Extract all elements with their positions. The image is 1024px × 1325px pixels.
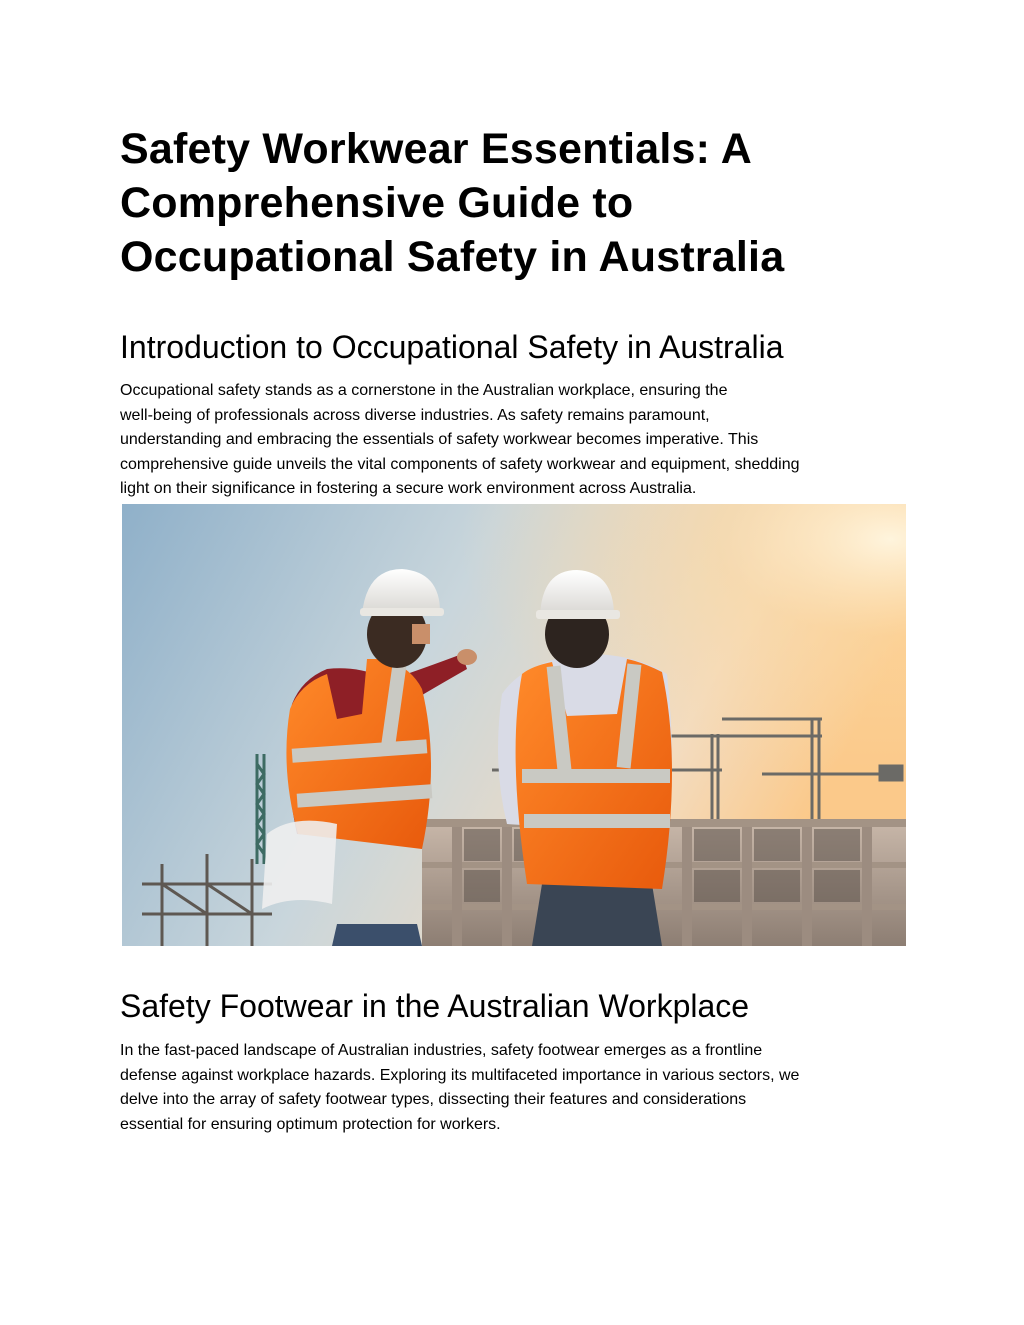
section-paragraph-safety-footwear xyxy=(120,1039,920,1137)
scaffolding xyxy=(142,854,272,946)
paragraph-line: understanding and embracing the essentials of safety workwear becomes imperative. This xyxy=(120,431,759,448)
paragraph-line: well-being of professionals across diverse industries. As safety remains paramount, xyxy=(120,406,710,424)
title-line: Safety Workwear Essentials: A xyxy=(120,125,752,173)
paragraph-line: defense against workplace hazards. Exploring its multifaceted importance in various sectors, we xyxy=(120,1066,800,1084)
paragraph-line: Occupational safety stands as a cornerstone in the Australian workplace, ensuring the xyxy=(120,382,728,399)
paragraph-line: light on their significance in fostering a secure work environment across Australia. xyxy=(120,480,697,497)
section-paragraph-introduction xyxy=(120,379,920,502)
section-heading-safety-footwear: Safety Footwear in the Australian Workplace xyxy=(120,988,750,1024)
construction-workers-photo xyxy=(122,504,906,946)
document-title xyxy=(120,122,910,284)
paragraph-line: delve into the array of safety footwear types, dissecting their features and considerations xyxy=(120,1091,747,1108)
photo-illustration xyxy=(122,504,906,946)
tower-crane-left-icon xyxy=(257,754,264,864)
title-line: Comprehensive Guide to xyxy=(120,179,634,227)
paragraph-line: comprehensive guide unveils the vital components of safety workwear and equipment, shedding xyxy=(120,455,800,473)
section-heading-introduction: Introduction to Occupational Safety in Australia xyxy=(120,329,784,365)
title-line: Occupational Safety in Australia xyxy=(120,233,785,281)
paragraph-line: essential for ensuring optimum protection for workers. xyxy=(120,1115,501,1133)
paragraph-line: In the fast-paced landscape of Australian industries, safety footwear emerges as a frontline xyxy=(120,1042,763,1059)
